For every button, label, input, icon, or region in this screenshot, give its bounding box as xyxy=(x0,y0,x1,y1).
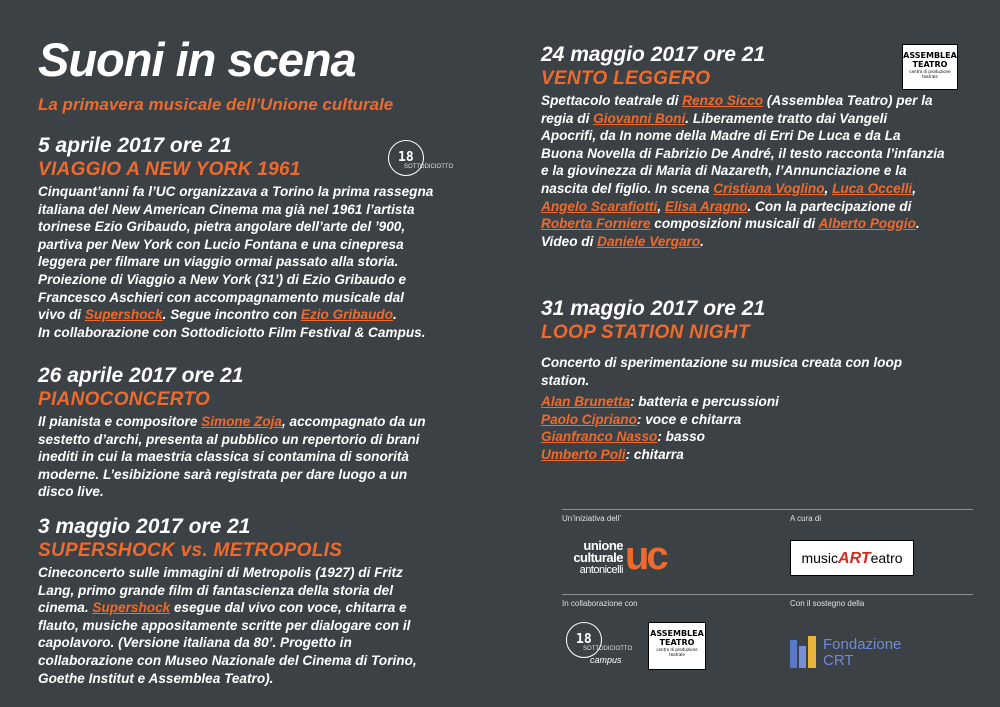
event-title: VIAGGIO A NEW YORK 1961 xyxy=(38,159,301,180)
event-date: 24 maggio 2017 ore 21 xyxy=(541,43,766,66)
event-date: 26 aprile 2017 ore 21 xyxy=(38,364,244,387)
event-title: SUPERSHOCK vs. METROPOLIS xyxy=(38,540,343,561)
event-title: LOOP STATION NIGHT xyxy=(541,322,750,343)
event-title: VENTO LEGGERO xyxy=(541,68,711,89)
event-description: Cineconcerto sulle immagini di Metropolis (1927) di Fritz Lang, primo grande film di fantascienza della storia del cinema. Supershock esegue dal vivo con voce, chitarra e flauto, musiche appositamente scritte per dialogare con il capolavoro. (Versione italiana da 80’. Progetto in collaborazione con Museo Nazionale del Cinema di Torino, Goethe Institut e Assemblea Teatro). xyxy=(38,565,417,686)
event-description: Concerto di sperimentazione su musica creata con loop station. Alan Brunetta: batteria e percussioni Paolo Cipriano: voce e chitarra Gianfranco Nasso: basso Umberto Poli: chitarra xyxy=(541,354,973,464)
performer-row: Gianfranco Nasso: basso xyxy=(541,429,705,445)
event-loop-station xyxy=(541,297,973,464)
crt-bar-icon xyxy=(790,640,797,668)
divider xyxy=(562,594,973,595)
campus-text: campus xyxy=(590,655,622,665)
performer-row: Paolo Cipriano: voce e chitarra xyxy=(541,411,742,427)
performer-row: Umberto Poli: chitarra xyxy=(541,446,684,462)
event-supershock xyxy=(38,515,466,687)
event-description: Il pianista e compositore Simone Zoja, accompagnato da un sestetto d’archi, presenta al pubblico un repertorio di brani inediti in cui la maestria classica si contamina di sonorità moderne. L’esibizione sarà registrata per dare luogo a un disco live. xyxy=(38,414,426,500)
performer-row: Alan Brunetta: batteria e percussioni xyxy=(541,394,779,410)
initiative-label: Un’iniziativa dell’ xyxy=(562,514,622,523)
page-subtitle: La primavera musicale dell’Unione culturale xyxy=(38,95,394,114)
performer-link: Supershock xyxy=(92,600,171,616)
performer-link: Supershock xyxy=(84,307,163,323)
event-date: 3 maggio 2017 ore 21 xyxy=(38,515,251,538)
assemblea-teatro-logo: ASSEMBLEA TEATRO centro di produzione teatrale xyxy=(902,44,958,90)
assemblea-teatro-logo: ASSEMBLEA TEATRO centro di produzione teatrale xyxy=(648,622,706,670)
sottodiciotto-logo-text: SOTTODICIOTTO xyxy=(583,646,633,652)
event-date: 31 maggio 2017 ore 21 xyxy=(541,297,766,320)
event-description: Cinquant’anni fa l’UC organizzava a Torino la prima rassegna italiana del New American Cinema ma già nel 1961 l’artista torinese Ezio Gribaudo, pietra angolare dell’arte del ’900, partiva per New York con Lucio Fontana e una cinepresa leggera per filmare un viaggio ormai passato alla storia. Proiezione di Viaggio a New York (31’) di Ezio Gribaudo e Francesco Aschieri con accompagnamento musicale dal vivo di Supershock. Segue incontro con Ezio Gribaudo. In collaborazione con Sottodiciotto Film Festival & Campus. xyxy=(38,184,434,340)
divider xyxy=(562,509,973,510)
event-pianoconcerto xyxy=(38,364,466,501)
collab-label: In collaborazione con xyxy=(562,599,638,608)
page-title: Suoni in scena xyxy=(38,33,356,86)
event-title: PIANOCONCERTO xyxy=(38,389,211,410)
performer-link: Simone Zoja xyxy=(201,414,282,429)
support-label: Con il sostegno della xyxy=(790,599,865,608)
musicarteatro-logo: musicARTeatro xyxy=(790,540,914,576)
performer-link: Ezio Gribaudo xyxy=(300,307,394,323)
event-description: Spettacolo teatrale di Renzo Sicco (Assemblea Teatro) per la regia di Giovanni Boni. Liberamente tratto dai Vangeli Apocrifi, da In nome della Madre di Erri De Luca e da La Buona Novella di Fabrizio De André, il testo racconta l’infanzia e la giovinezza di Maria di Nazareth, l’Annunciazione e la nascita del figlio. In scena Cristiana Voglino, Luca Occelli, Angelo Scarafiotti, Elisa Aragno. Con la partecipazione di Roberta Forniere composizioni musicali di Alberto Poggio. Video di Daniele Vergaro. xyxy=(541,93,945,249)
sottodiciotto-logo: 18 xyxy=(388,140,424,176)
fondazione-crt-logo: Fondazione CRT xyxy=(790,636,930,672)
unione-culturale-logo: unione culturale antonicelli uc xyxy=(573,534,666,578)
curated-label: A cura di xyxy=(790,514,822,523)
event-date: 5 aprile 2017 ore 21 xyxy=(38,134,232,157)
sottodiciotto-logo: 18 xyxy=(566,622,602,658)
sottodiciotto-logo-text: SOTTODICIOTTO xyxy=(404,164,454,170)
